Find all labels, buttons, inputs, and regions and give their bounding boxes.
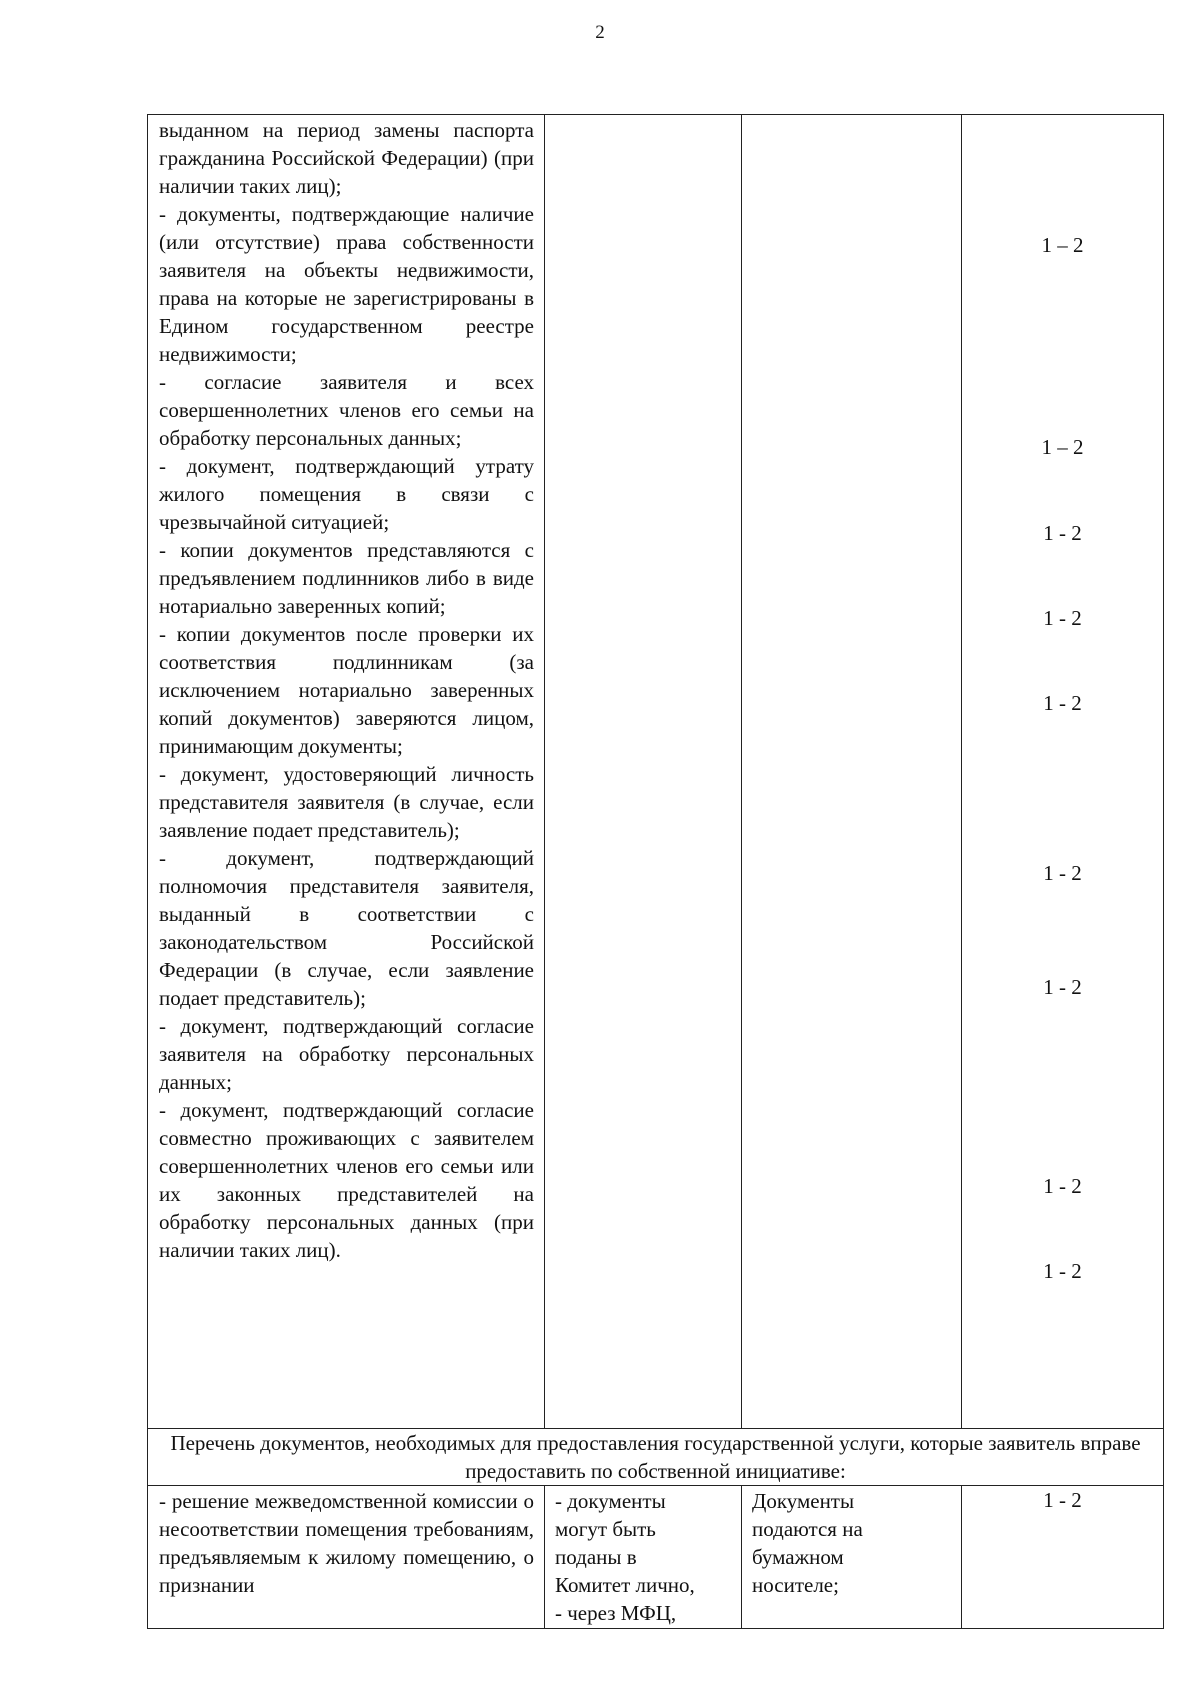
text-line: носителе; — [752, 1573, 839, 1597]
document-name-cell — [148, 1486, 545, 1629]
copies-count: 1 - 2 — [1043, 861, 1082, 885]
copies-count: 1 - 2 — [1043, 1259, 1082, 1283]
copies-count-cell — [962, 115, 1164, 1429]
text-line: поданы в — [555, 1545, 637, 1569]
copies-count: 1 - 2 — [1043, 975, 1082, 999]
text-line: - через МФЦ, — [555, 1601, 677, 1625]
table-row — [148, 115, 1164, 1429]
list-item: - документы, подтверждающие наличие (или отсутствие) права собственности заявителя на объекты недвижимости, права на которые не зарегистрированы в Едином государственном реестре недвижимости; — [159, 202, 534, 366]
text-line: подаются на — [752, 1517, 863, 1541]
empty-cell — [545, 115, 742, 1429]
submission-form-cell — [742, 1486, 962, 1629]
copies-count: 1 - 2 — [1043, 1174, 1082, 1198]
documents-table — [147, 114, 1164, 1629]
list-item: - решение межведомственной комиссии о несоответствии помещения требованиям, предъявляемым к жилому помещению, о признании — [159, 1489, 534, 1597]
list-item: - документ, удостоверяющий личность представителя заявителя (в случае, если заявление подает представитель); — [159, 762, 534, 842]
list-item: - документ, подтверждающий утрату жилого помещения в связи с чрезвычайной ситуацией; — [159, 454, 534, 534]
page-number: 2 — [595, 22, 605, 43]
list-item: - копии документов после проверки их соответствия подлинникам (за исключением нотариально заверенных копий документов) заверяются лицом, принимающим документы; — [159, 622, 534, 758]
copies-count: 1 – 2 — [1041, 435, 1084, 459]
copies-count: 1 - 2 — [1043, 606, 1082, 630]
text-line: бумажном — [752, 1545, 844, 1569]
submission-method-cell — [545, 1486, 742, 1629]
copies-count: 1 - 2 — [1043, 1488, 1082, 1512]
table-row — [148, 1486, 1164, 1629]
copies-count-cell — [962, 1486, 1164, 1629]
list-item: - документ, подтверждающий полномочия представителя заявителя, выданный в соответствии с законодательством Российской Федерации (в случае, если заявление подает представитель); — [159, 846, 534, 1010]
list-item: - согласие заявителя и всех совершеннолетних членов его семьи на обработку персональных данных; — [159, 370, 534, 450]
section-header-row — [148, 1429, 1164, 1486]
list-item: - копии документов представляются с предъявлением подлинников либо в виде нотариально заверенных копий; — [159, 538, 534, 618]
list-item: - документ, подтверждающий согласие совместно проживающих с заявителем совершеннолетних членов его семьи или их законных представителей на обработку персональных данных (при наличии таких лиц). — [159, 1098, 534, 1262]
text-line: Комитет лично, — [555, 1573, 695, 1597]
copies-count: 1 – 2 — [1041, 233, 1084, 257]
section-header: Перечень документов, необходимых для предоставления государственной услуги, которые заявитель вправе предоставить по собственной инициативе: — [148, 1429, 1164, 1486]
text-line: - документы — [555, 1489, 666, 1513]
empty-cell — [742, 115, 962, 1429]
list-item: - документ, подтверждающий согласие заявителя на обработку персональных данных; — [159, 1014, 534, 1094]
copies-count: 1 - 2 — [1043, 691, 1082, 715]
list-item: выданном на период замены паспорта гражданина Российской Федерации) (при наличии таких лиц); — [159, 118, 534, 198]
text-line: Документы — [752, 1489, 855, 1513]
copies-count: 1 - 2 — [1043, 521, 1082, 545]
documents-list-cell — [148, 115, 545, 1429]
text-line: могут быть — [555, 1517, 656, 1541]
